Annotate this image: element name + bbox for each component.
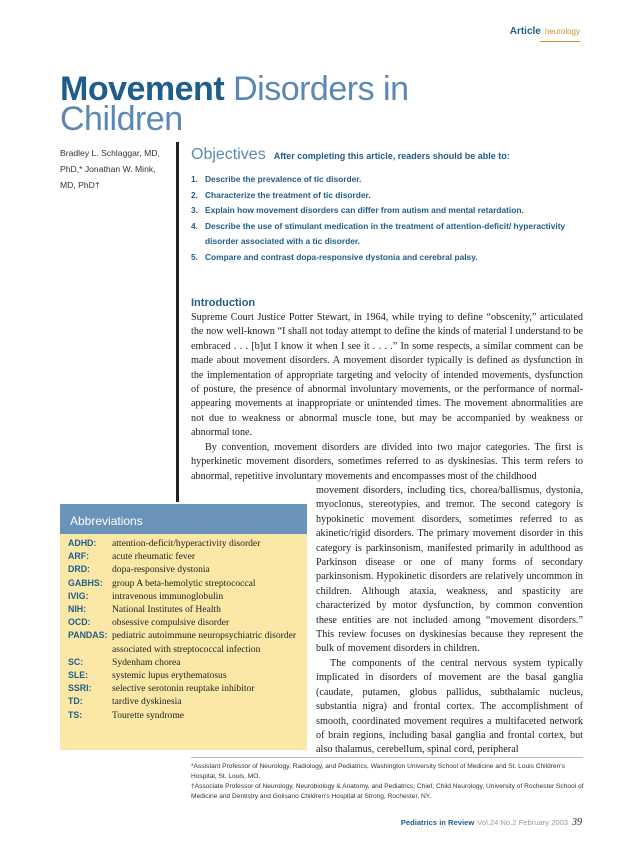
objective-item: 1. Describe the prevalence of tic disorder.: [191, 174, 362, 184]
header-rule: [540, 41, 580, 42]
abbreviation-row: OCD: obsessive compulsive disorder: [68, 617, 230, 629]
volume-info: Vol.24 No.2 February 2003: [477, 818, 568, 827]
author-line: MD, PhD†: [60, 180, 100, 190]
journal-name: Pediatrics in Review: [400, 818, 475, 827]
abbreviation-row: SSRI: selective serotonin reuptake inhibitor: [68, 683, 255, 695]
abbreviation-row: NIH: National Institutes of Health: [68, 604, 221, 616]
objectives-header: [191, 146, 591, 164]
footnotes: [191, 762, 586, 802]
objectives-list: [191, 172, 586, 265]
page-footer: [401, 817, 582, 828]
objective-item: 5. Compare and contrast dopa-responsive dystonia and cerebral palsy.: [191, 251, 478, 262]
abbreviation-row: TS: Tourette syndrome: [68, 709, 185, 721]
intro-paragraph-3: The components of the central nervous system typically implicated in disorders of movement are the basal ganglia (caudate, putamen, globus pallidus, subthalamic nucleus, substantia nigra) and frontal cortex. The accomplishment of smooth, coordinated movement requires a multifaceted network of brain regions, including basal ganglia and frontal cortex, but also thalamus, cerebellum, spinal cord, peripheral: [316, 657, 583, 756]
article-header: [510, 26, 580, 37]
abbreviation-row: TD: tardive dyskinesia: [68, 696, 182, 708]
author-line: Bradley L. Schlaggar, MD,: [60, 148, 160, 158]
abbreviation-row: ARF: acute rheumatic fever: [68, 551, 196, 563]
abbreviation-row: ADHD: attention-deficit/hyperactivity disorder: [68, 538, 261, 549]
abbreviation-row: DRD: dopa-responsive dystonia: [68, 564, 210, 576]
title-part1: Movement: [60, 70, 225, 108]
intro-paragraph-column: [316, 484, 583, 758]
footnote-2: †Associate Professor of Neurology, Neurobiology & Anatomy, and Pediatrics; Chief, Child Neurology, University of Rochester School of Medicine and Dentistry and Golisano Children's Hospital at Strong, Rochester, NY.: [191, 783, 584, 800]
abbreviation-row: SLE: systemic lupus erythematosus: [68, 670, 227, 682]
objectives-subheading: After completing this article, readers should be able to:: [273, 151, 510, 161]
intro-paragraph-2b: movement disorders, including tics, chorea/ballismus, dystonia, myoclonus, stereotypies, and tremor. The second category is hypokinetic movement disorders, sometimes referred to as akinetic/rigid disorders. The primary movement disorder in this category is parkinsonism, manifested primarily in adulthood as Parkinson disease or one of many forms of secondary parkinsonism. Hypokinetic disorders are relatively uncommon in children. Although ataxia, weakness, and spasticity are characterized by motor dysfunction, by common convention these entities are not included among “movement disorders.” This review focuses on dyskinesias because they represent the bulk of movement disorders in children.: [316, 485, 583, 655]
article-label: Article: [509, 26, 541, 37]
abbreviation-row: IVIG: intravenous immunoglobulin: [68, 590, 224, 602]
footnote-1: *Assistant Professor of Neurology, Radiology, and Pediatrics, Washington University School of Medicine and St. Louis Children's Hospital, St. Louis, MO.: [191, 763, 565, 780]
vertical-rule: [176, 142, 179, 502]
abbreviation-row: PANDAS: pediatric autoimmune neuropsychiatric disorder associated with streptococcal infection: [68, 630, 297, 655]
title-part2: Disorders in: [224, 70, 409, 108]
abbreviations-title: Abbreviations: [70, 514, 143, 528]
objective-item: 4. Describe the use of stimulant medication in the treatment of attention-deficit/ hyperactivity disorder associated with a tic disorder.: [191, 220, 566, 246]
footnote-rule: [191, 757, 583, 758]
introduction-heading: Introduction: [191, 297, 256, 309]
objectives-heading: Objectives: [191, 146, 266, 163]
title-part3: Children: [60, 100, 183, 138]
objective-item: 3. Explain how movement disorders can differ from autism and mental retardation.: [191, 205, 524, 215]
page-number: 39: [572, 817, 582, 828]
abbreviation-row: SC: Sydenham chorea: [68, 656, 181, 668]
intro-paragraph-1: Supreme Court Justice Potter Stewart, in 1964, while trying to define “obscenity,” articulated the now well-known “I shall not today attempt to define the kinds of material I understand to be embraced . . . [b]ut I know it when I see it . . . .” In some respects, a similar comment can be made about movement disorders. A movement disorder typically is defined as dysfunction in the implementation of appropriate targeting and velocity of intended movements, dysfunction of posture, the presence of abnormal involuntary movements, or the performance of normal-appearing movements at inappropriate or unintended times. The movement abnormalities are not due to weakness or abnormal muscle tone, but may be accompanied by weakness or abnormal tone.: [191, 312, 583, 439]
intro-paragraph-2a: By convention, movement disorders are divided into two major categories. The first is hyperkinetic movement disorders, sometimes referred to as dyskinesias. This term refers to abnormal, repetitive involuntary movements and encompasses most of the childhood: [191, 442, 583, 482]
article-title: [60, 70, 480, 138]
author-line: PhD,* Jonathan W. Mink,: [60, 164, 156, 174]
abbreviations-list: [68, 537, 303, 722]
abbreviation-row: GABHS: group A beta-hemolytic streptococcal: [68, 577, 256, 589]
section-label: neurology: [544, 27, 580, 36]
objective-item: 2. Characterize the treatment of tic disorder.: [191, 189, 371, 200]
author-list: [60, 145, 175, 193]
